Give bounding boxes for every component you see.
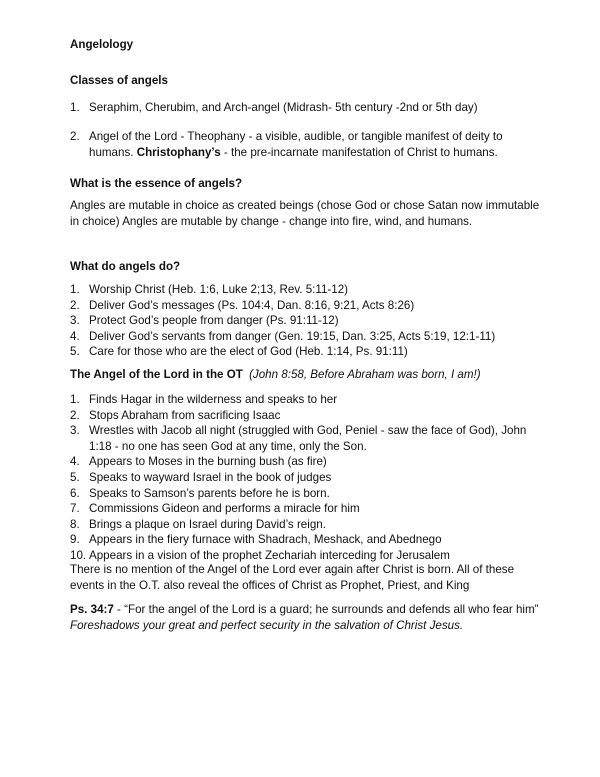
list-number: 4.	[70, 455, 80, 469]
list-item	[70, 532, 540, 548]
list-number: 9.	[70, 533, 80, 547]
list-number: 1.	[70, 283, 80, 296]
list-number: 1.	[70, 101, 80, 114]
angels-do-list	[70, 282, 540, 360]
list-item	[70, 100, 540, 116]
list-text: Appears in a vision of the prophet Zechariah interceding for Jerusalem	[89, 548, 450, 562]
list-number: 4.	[70, 329, 80, 343]
list-item	[70, 392, 540, 408]
list-text: Speaks to Samson’s parents before he is born.	[89, 486, 330, 500]
list-text: Care for those who are the elect of God (Heb. 1:14, Ps. 91:11)	[89, 345, 408, 359]
ot-heading-text: The Angel of the Lord in the OT	[70, 368, 243, 381]
list-number: 10.	[70, 548, 87, 562]
list-text: Wrestles with Jacob all night (struggled with God, Peniel - saw the face of God), John 1:18 - no one has seen God at any time, only the Son.	[89, 424, 527, 453]
list-text: Worship Christ (Heb. 1:6, Luke 2;13, Rev. 5:11-12)	[89, 283, 349, 296]
list-item	[70, 501, 540, 517]
section-heading-essence: What is the essence of angels?	[70, 177, 243, 190]
section-heading-do: What do angels do?	[70, 260, 181, 273]
list-item	[70, 329, 540, 345]
list-number: 3.	[70, 424, 80, 438]
list-text: Brings a plaque on Israel during David’s reign.	[89, 517, 326, 531]
classes-list	[70, 100, 540, 116]
verse-reference: Ps. 34:7	[70, 603, 114, 616]
list-text: Commissions Gideon and performs a miracle for him	[89, 502, 360, 516]
list-item	[70, 344, 540, 360]
list-item	[70, 129, 540, 160]
list-text: Seraphim, Cherubim, and Arch-angel (Midrash- 5th century -2nd or 5th day)	[89, 101, 478, 114]
list-text: Protect God’s people from danger (Ps. 91:11-12)	[89, 314, 339, 328]
list-number: 5.	[70, 470, 80, 484]
list-number: 2.	[70, 408, 80, 422]
verse-text: - “For the angel of the Lord is a guard; he surrounds and defends all who fear him”	[113, 603, 539, 616]
ot-heading-note: (John 8:58, Before Abraham was born, I am!)	[249, 368, 481, 381]
list-item	[70, 454, 540, 470]
list-item	[70, 313, 540, 329]
verse-note: Foreshadows your great and perfect security in the salvation of Christ Jesus.	[70, 618, 464, 632]
list-text: Stops Abraham from sacrificing Isaac	[89, 408, 281, 422]
classes-list-2	[70, 129, 540, 160]
list-item	[70, 423, 540, 454]
section-heading-ot	[70, 367, 540, 383]
list-item	[70, 470, 540, 486]
list-number: 3.	[70, 314, 80, 328]
list-text-cont: - the pre-incarnate manifestation of Christ to humans.	[220, 145, 498, 159]
list-number: 2.	[70, 298, 80, 312]
list-text: Speaks to wayward Israel in the book of judges	[89, 470, 332, 484]
list-text: Deliver God’s servants from danger (Gen. 19:15, Dan. 3:25, Acts 5:19, 12:1-11)	[89, 329, 496, 343]
document-title: Angelology	[70, 38, 134, 51]
list-text: Angel of the Lord - Theophany - a visible, audible, or tangible manifest of deity to humans.	[89, 130, 503, 159]
list-text: Deliver God’s messages (Ps. 104:4, Dan. 8:16, 9:21, Acts 8:26)	[89, 298, 415, 312]
ot-summary-paragraph: There is no mention of the Angel of the Lord ever again after Christ is born. All of these events in the O.T. also reveal the offices of Christ as Prophet, Priest, and King	[70, 563, 515, 592]
list-item	[70, 282, 540, 298]
list-item	[70, 408, 540, 424]
list-number: 1.	[70, 393, 80, 406]
list-number: 5.	[70, 345, 80, 359]
list-item	[70, 298, 540, 314]
list-bold-term: Christophany’s	[136, 145, 221, 159]
list-number: 2.	[70, 130, 80, 143]
list-text: Finds Hagar in the wilderness and speaks to her	[89, 393, 338, 406]
essence-paragraph: Angles are mutable in choice as created beings (chose God or chose Satan now immutable in choice) Angles are mutable by change - change into fire, wind, and humans.	[70, 199, 540, 228]
list-number: 7.	[70, 502, 80, 516]
list-number: 6.	[70, 486, 80, 500]
verse-paragraph	[70, 602, 540, 633]
list-text: Appears to Moses in the burning bush (as fire)	[89, 455, 327, 469]
list-item	[70, 486, 540, 502]
list-item	[70, 517, 540, 533]
list-text: Appears in the fiery furnace with Shadrach, Meshack, and Abednego	[89, 533, 442, 547]
section-heading-classes: Classes of angels	[70, 74, 168, 87]
ot-list	[70, 392, 540, 564]
list-number: 8.	[70, 517, 80, 531]
